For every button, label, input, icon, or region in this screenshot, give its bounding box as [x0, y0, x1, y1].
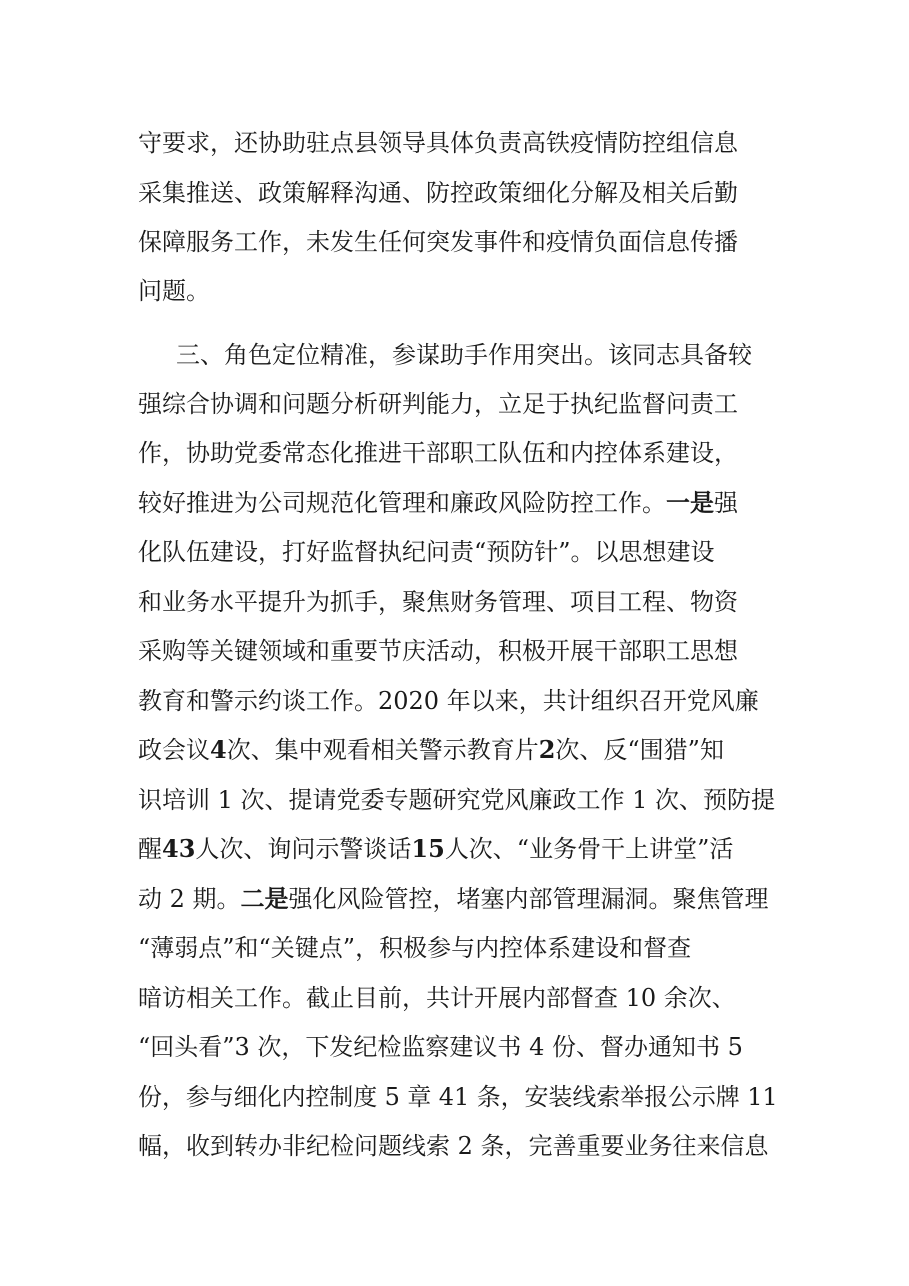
text-line: “回头看”3 次，下发纪检监察建议书 4 份、督办通知书 5	[138, 1033, 743, 1061]
text-line: 问题。	[138, 277, 210, 305]
bold-run: 2	[538, 735, 556, 764]
text-line	[138, 884, 778, 914]
text-line: 采购等关键领域和重要节庆活动，积极开展干部职工思想	[138, 637, 738, 665]
text-line: 教育和警示约谈工作。2020 年以来，共计组织召开党风廉	[138, 687, 759, 715]
text-line: 强综合协调和问题分析研判能力，立足于执纪监督问责工	[138, 390, 738, 418]
text-run: 醒	[138, 835, 162, 863]
text-run: 次、反“围猎”知	[555, 736, 724, 764]
text-line	[138, 735, 778, 765]
text-line: 守要求，还协助驻点县领导具体负责高铁疫情防控组信息	[138, 129, 738, 157]
text-run: 动 2 期。	[138, 885, 241, 913]
text-run: 次、集中观看相关警示教育片	[226, 736, 539, 764]
text-run: 人次、询问示警谈话	[195, 835, 412, 863]
text-run: 强化风险管控，堵塞内部管理漏洞。聚焦管理	[288, 885, 769, 913]
bold-run: 二是	[240, 884, 289, 913]
text-line	[138, 488, 778, 518]
text-run: 较好推进为公司规范化管理和廉政风险防控工作。	[138, 489, 666, 517]
bold-run: 一是	[666, 488, 714, 517]
text-line	[138, 834, 778, 864]
text-line: 保障服务工作，未发生任何突发事件和疫情负面信息传播	[138, 228, 738, 256]
text-line: 幅，收到转办非纪检问题线索 2 条，完善重要业务往来信息	[138, 1132, 769, 1160]
text-run: 政会议	[138, 736, 210, 764]
bold-run: 43	[162, 834, 196, 863]
text-run: 人次、“业务骨干上讲堂”活	[444, 835, 734, 863]
text-line: 化队伍建设，打好监督执纪问责“预防针”。以思想建设	[138, 538, 715, 566]
bold-run: 15	[411, 834, 445, 863]
text-run: 强	[714, 489, 738, 517]
text-line: “薄弱点”和“关键点”，积极参与内控体系建设和督查	[138, 934, 692, 962]
text-line: 暗访相关工作。截止目前，共计开展内部督查 10 余次、	[138, 984, 736, 1012]
text-line: 作，协助党委常态化推进干部职工队伍和内控体系建设，	[138, 439, 738, 467]
text-line: 和业务水平提升为抓手，聚焦财务管理、项目工程、物资	[138, 588, 738, 616]
text-line: 识培训 1 次、提请党委专题研究党风廉政工作 1 次、预防提	[138, 786, 776, 814]
text-line: 采集推送、政策解释沟通、防控政策细化分解及相关后勤	[138, 179, 738, 207]
bold-run: 4	[210, 735, 227, 764]
text-line: 份，参与细化内控制度 5 章 41 条，安装线索举报公示牌 11	[138, 1083, 778, 1111]
section-heading-line: 三、角色定位精准，参谋助手作用突出。该同志具备较	[176, 341, 752, 369]
